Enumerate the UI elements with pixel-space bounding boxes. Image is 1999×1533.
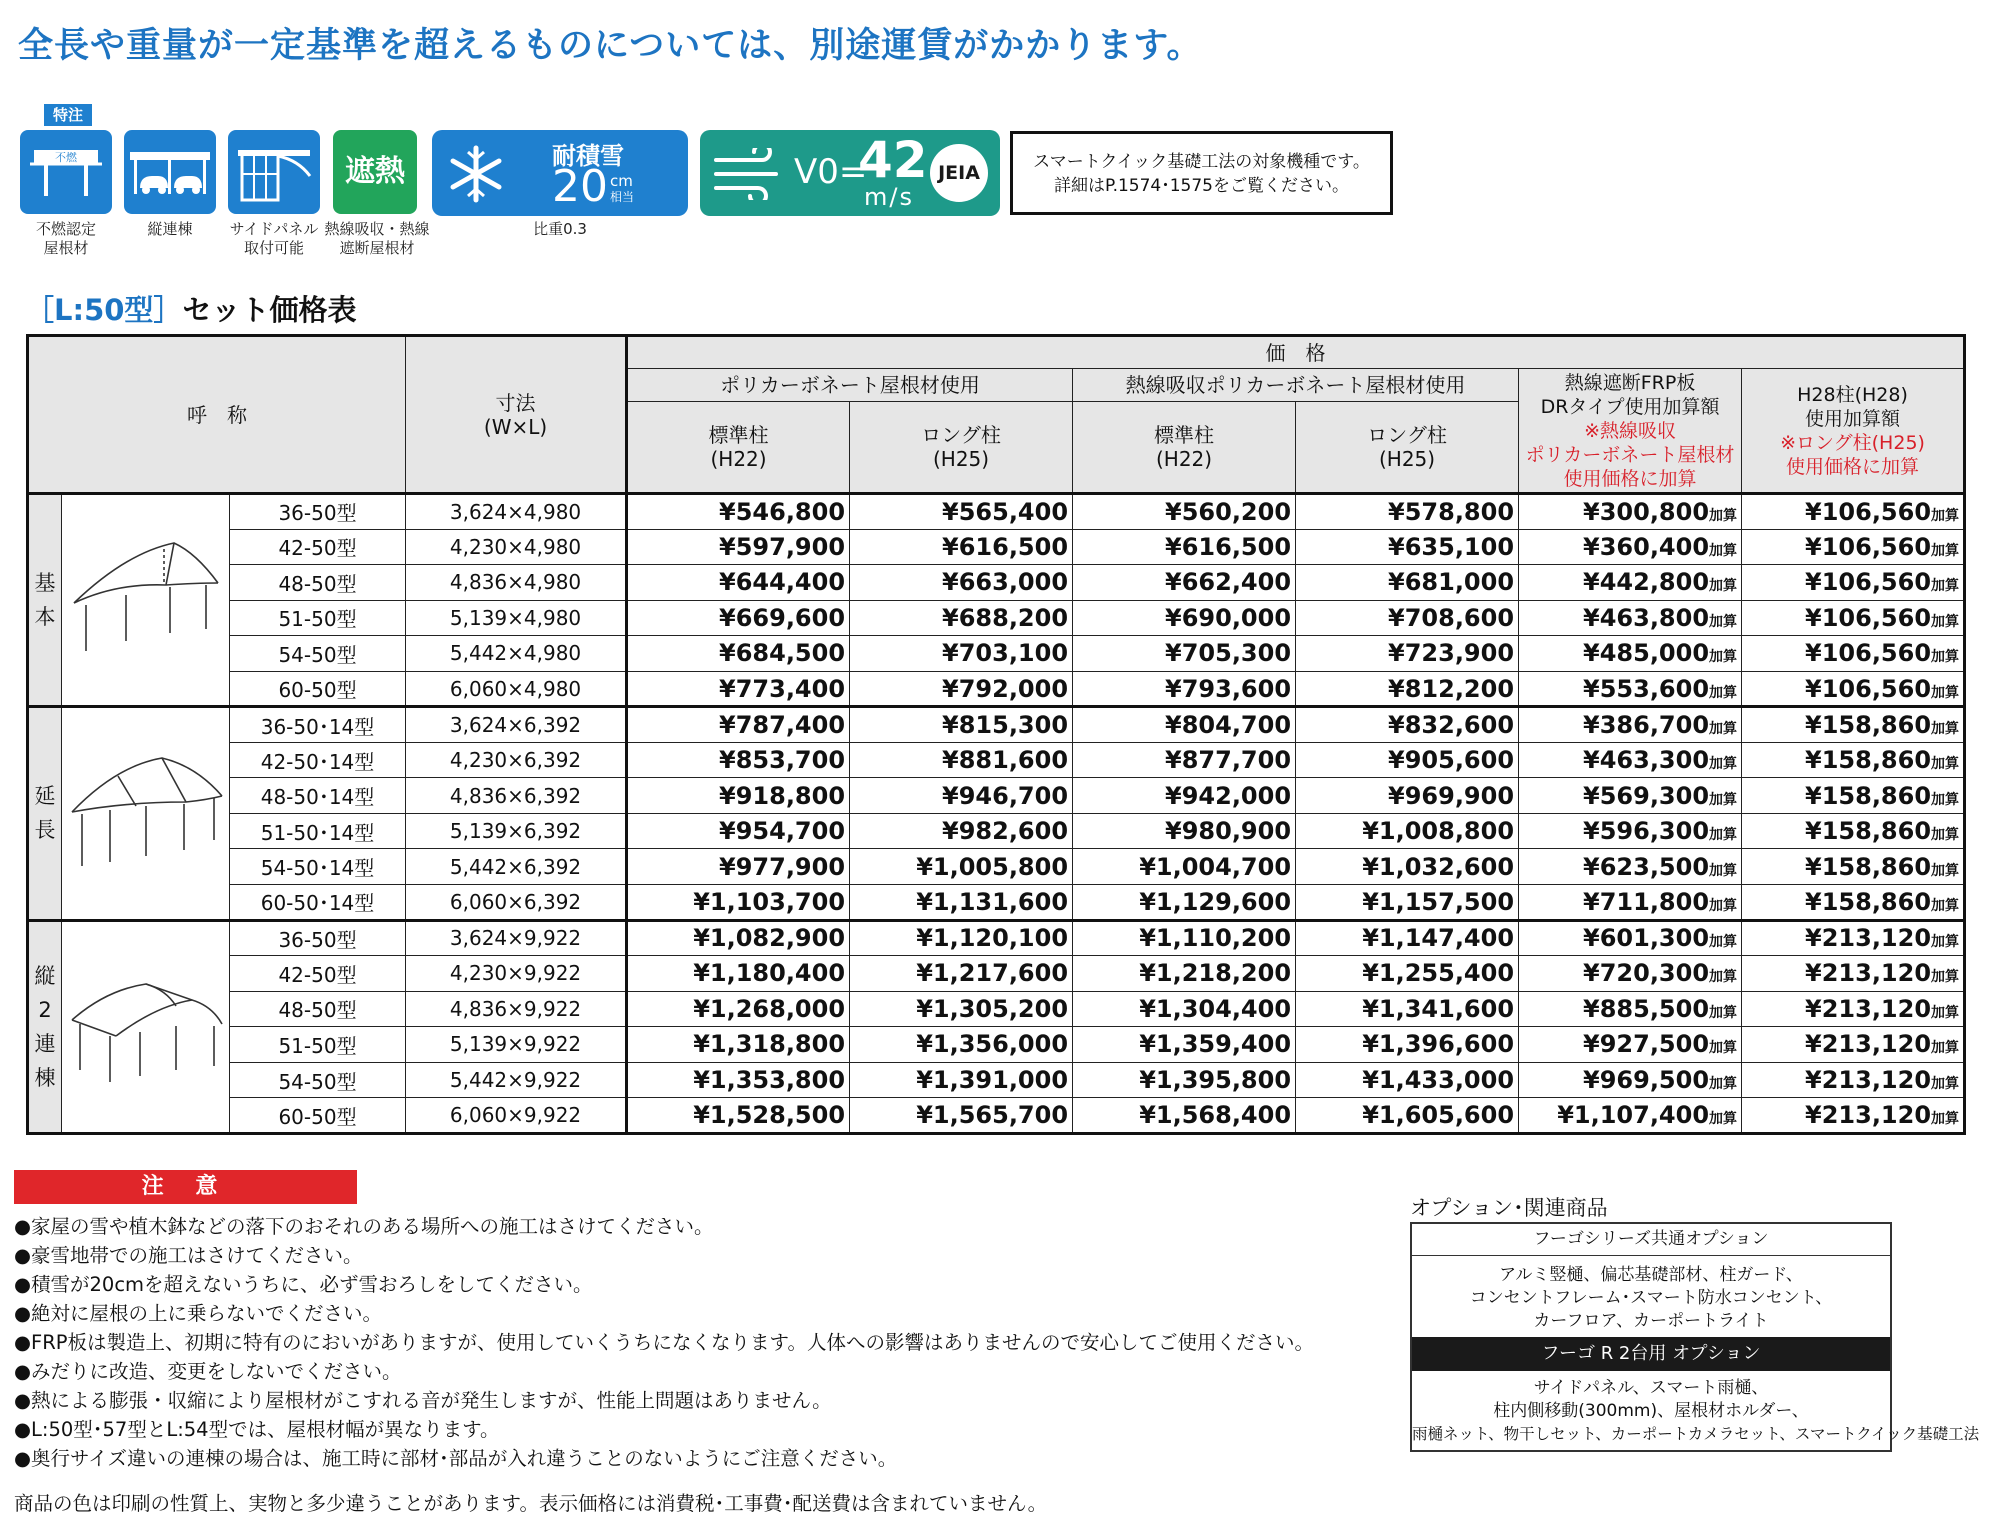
model-dimension: 4,230×4,980 bbox=[406, 529, 627, 565]
price-poly-long: ¥1,120,100 bbox=[850, 920, 1073, 956]
group-label-tandem: 縦 2 連 棟 bbox=[28, 920, 62, 1133]
price-heat-long: ¥1,433,000 bbox=[1296, 1062, 1519, 1098]
price-h28-addition: ¥158,860加算 bbox=[1742, 813, 1965, 849]
model-name: 60-50･14型 bbox=[230, 885, 406, 921]
model-name: 42-50型 bbox=[230, 956, 406, 992]
jeia-badge: JEIA bbox=[930, 144, 988, 202]
price-poly-long: ¥616,500 bbox=[850, 529, 1073, 565]
tokuchu-badge: 特注 bbox=[44, 104, 92, 126]
price-h28-addition: ¥158,860加算 bbox=[1742, 885, 1965, 921]
price-frp-addition: ¥386,700加算 bbox=[1519, 707, 1742, 743]
table-row bbox=[28, 1062, 1965, 1098]
model-dimension: 6,060×6,392 bbox=[406, 885, 627, 921]
table-row bbox=[28, 671, 1965, 707]
table-row bbox=[28, 991, 1965, 1027]
price-heat-standard: ¥1,218,200 bbox=[1073, 956, 1296, 992]
price-frp-addition: ¥485,000加算 bbox=[1519, 636, 1742, 672]
model-dimension: 4,230×9,922 bbox=[406, 956, 627, 992]
price-h28-addition: ¥106,560加算 bbox=[1742, 636, 1965, 672]
price-heat-long: ¥905,600 bbox=[1296, 742, 1519, 778]
price-heat-long: ¥1,157,500 bbox=[1296, 885, 1519, 921]
price-heat-standard: ¥1,004,700 bbox=[1073, 849, 1296, 885]
price-heat-long: ¥708,600 bbox=[1296, 600, 1519, 636]
extended-carport-illustration bbox=[62, 707, 230, 920]
price-frp-addition: ¥553,600加算 bbox=[1519, 671, 1742, 707]
price-frp-addition: ¥442,800加算 bbox=[1519, 565, 1742, 601]
model-name: 36-50･14型 bbox=[230, 707, 406, 743]
options-title: オプション･関連商品 bbox=[1410, 1196, 1608, 1220]
model-dimension: 4,836×6,392 bbox=[406, 778, 627, 814]
table-row bbox=[28, 849, 1965, 885]
wind-speed-unit: m/s bbox=[864, 183, 914, 211]
price-poly-standard: ¥773,400 bbox=[627, 671, 850, 707]
price-h28-addition: ¥158,860加算 bbox=[1742, 742, 1965, 778]
price-poly-standard: ¥644,400 bbox=[627, 565, 850, 601]
price-poly-long: ¥1,391,000 bbox=[850, 1062, 1073, 1098]
model-dimension: 5,139×6,392 bbox=[406, 813, 627, 849]
price-frp-addition: ¥463,300加算 bbox=[1519, 742, 1742, 778]
caution-item: ●絶対に屋根の上に乗らないでください。 bbox=[14, 1302, 383, 1325]
header-polycarbonate: ポリカーボネート屋根材使用 bbox=[627, 369, 1073, 402]
page-title: 全長や重量が一定基準を超えるものについては、別途運賃がかかります。 bbox=[18, 26, 1203, 66]
model-name: 42-50型 bbox=[230, 529, 406, 565]
caution-item: ●家屋の雪や植木鉢などの落下のおそれのある場所への施工はさけてください。 bbox=[14, 1215, 714, 1238]
model-dimension: 5,442×9,922 bbox=[406, 1062, 627, 1098]
price-frp-addition: ¥300,800加算 bbox=[1519, 494, 1742, 530]
price-poly-standard: ¥1,268,000 bbox=[627, 991, 850, 1027]
side-panel-icon bbox=[228, 130, 320, 214]
price-poly-long: ¥565,400 bbox=[850, 494, 1073, 530]
price-heat-standard: ¥1,395,800 bbox=[1073, 1062, 1296, 1098]
price-frp-addition: ¥569,300加算 bbox=[1519, 778, 1742, 814]
wind-v0-label: V0= bbox=[794, 152, 868, 192]
table-row bbox=[28, 707, 1965, 743]
price-table bbox=[26, 334, 1966, 1135]
price-frp-addition: ¥885,500加算 bbox=[1519, 991, 1742, 1027]
price-h28-addition: ¥106,560加算 bbox=[1742, 600, 1965, 636]
wind-lines-icon bbox=[712, 148, 788, 200]
header-h28-addition: H28柱(H28) 使用加算額 ※ロング柱(H25) 使用価格に加算 bbox=[1742, 369, 1965, 494]
price-heat-standard: ¥705,300 bbox=[1073, 636, 1296, 672]
price-poly-standard: ¥954,700 bbox=[627, 813, 850, 849]
price-heat-standard: ¥793,600 bbox=[1073, 671, 1296, 707]
price-poly-long: ¥881,600 bbox=[850, 742, 1073, 778]
model-dimension: 5,442×4,980 bbox=[406, 636, 627, 672]
smart-quick-note: スマートクイック基礎工法の対象機種です。 詳細はP.1574･1575をご覧ください。 bbox=[1010, 131, 1393, 215]
table-row bbox=[28, 742, 1965, 778]
table-row bbox=[28, 885, 1965, 921]
caution-item: ●L:50型･57型とL:54型では、屋根材幅が異なります。 bbox=[14, 1418, 500, 1441]
fire-resistant-roof-caption: 不燃認定 屋根材 bbox=[35, 220, 96, 257]
price-poly-standard: ¥1,528,500 bbox=[627, 1098, 850, 1134]
price-heat-long: ¥1,255,400 bbox=[1296, 956, 1519, 992]
price-heat-standard: ¥1,359,400 bbox=[1073, 1027, 1296, 1063]
price-h28-addition: ¥213,120加算 bbox=[1742, 920, 1965, 956]
price-frp-addition: ¥720,300加算 bbox=[1519, 956, 1742, 992]
price-poly-standard: ¥597,900 bbox=[627, 529, 850, 565]
common-options-list: アルミ竪樋、偏芯基礎部材、柱ガード、 コンセントフレーム･スマート防水コンセント、 カーフロア、カーポートライト bbox=[1469, 1265, 1833, 1331]
model-dimension: 3,624×9,922 bbox=[406, 920, 627, 956]
price-frp-addition: ¥360,400加算 bbox=[1519, 529, 1742, 565]
header-frp-addition: 熱線遮断FRP板 DRタイプ使用加算額 ※熱線吸収 ポリカーボネート屋根材 使用価格に加算 bbox=[1519, 369, 1742, 494]
price-heat-standard: ¥616,500 bbox=[1073, 529, 1296, 565]
price-heat-long: ¥812,200 bbox=[1296, 671, 1519, 707]
price-heat-standard: ¥1,129,600 bbox=[1073, 885, 1296, 921]
snow-load-icon bbox=[432, 130, 688, 216]
price-poly-long: ¥982,600 bbox=[850, 813, 1073, 849]
model-dimension: 5,139×4,980 bbox=[406, 600, 627, 636]
price-heat-long: ¥1,147,400 bbox=[1296, 920, 1519, 956]
heat-shield-caption: 熱線吸収・熱線 遮断屋根材 bbox=[324, 220, 430, 257]
price-poly-long: ¥792,000 bbox=[850, 671, 1073, 707]
price-poly-long: ¥663,000 bbox=[850, 565, 1073, 601]
price-poly-standard: ¥669,600 bbox=[627, 600, 850, 636]
caution-list bbox=[14, 1212, 1314, 1473]
price-poly-standard: ¥853,700 bbox=[627, 742, 850, 778]
tandem-building-caption: 縦連棟 bbox=[147, 220, 193, 238]
table-row bbox=[28, 956, 1965, 992]
section-title: ［L:50型］セット価格表 bbox=[25, 293, 357, 327]
group-label-basic: 基 本 bbox=[28, 494, 62, 707]
price-heat-standard: ¥690,000 bbox=[1073, 600, 1296, 636]
header-poly-standard: 標準柱 (H22) bbox=[627, 402, 850, 494]
model-dimension: 3,624×6,392 bbox=[406, 707, 627, 743]
wind-speed-value: 42 bbox=[858, 131, 928, 189]
price-frp-addition: ¥1,107,400加算 bbox=[1519, 1098, 1742, 1134]
price-heat-standard: ¥1,110,200 bbox=[1073, 920, 1296, 956]
model-name: 42-50･14型 bbox=[230, 742, 406, 778]
table-row bbox=[28, 778, 1965, 814]
price-heat-standard: ¥804,700 bbox=[1073, 707, 1296, 743]
price-heat-standard: ¥980,900 bbox=[1073, 813, 1296, 849]
model-name: 54-50型 bbox=[230, 636, 406, 672]
model-name: 48-50型 bbox=[230, 991, 406, 1027]
price-poly-standard: ¥1,180,400 bbox=[627, 956, 850, 992]
header-name: 呼 称 bbox=[28, 336, 406, 494]
price-poly-standard: ¥1,103,700 bbox=[627, 885, 850, 921]
model-name: 48-50･14型 bbox=[230, 778, 406, 814]
price-poly-standard: ¥1,082,900 bbox=[627, 920, 850, 956]
caution-item: ●積雪が20cmを超えないうちに、必ず雪おろしをしてください。 bbox=[14, 1273, 593, 1296]
model-name: 60-50型 bbox=[230, 1098, 406, 1134]
price-frp-addition: ¥463,800加算 bbox=[1519, 600, 1742, 636]
model-dimension: 5,139×9,922 bbox=[406, 1027, 627, 1063]
table-row bbox=[28, 529, 1965, 565]
model-dimension: 6,060×4,980 bbox=[406, 671, 627, 707]
price-poly-long: ¥688,200 bbox=[850, 600, 1073, 636]
table-row bbox=[28, 494, 1965, 530]
fire-resistant-roof-icon bbox=[20, 130, 112, 214]
tandem-carport-illustration bbox=[62, 920, 230, 1133]
price-poly-long: ¥1,305,200 bbox=[850, 991, 1073, 1027]
model-dimension: 4,230×6,392 bbox=[406, 742, 627, 778]
basic-carport-illustration bbox=[62, 494, 230, 707]
price-heat-standard: ¥1,304,400 bbox=[1073, 991, 1296, 1027]
snow-unit-cm: cm bbox=[610, 172, 633, 190]
common-options-header: フーゴシリーズ共通オプション bbox=[1412, 1224, 1890, 1256]
options-box bbox=[1410, 1222, 1980, 1452]
price-h28-addition: ¥106,560加算 bbox=[1742, 565, 1965, 601]
table-row bbox=[28, 565, 1965, 601]
model-dimension: 3,624×4,980 bbox=[406, 494, 627, 530]
price-h28-addition: ¥213,120加算 bbox=[1742, 991, 1965, 1027]
price-frp-addition: ¥927,500加算 bbox=[1519, 1027, 1742, 1063]
price-poly-standard: ¥546,800 bbox=[627, 494, 850, 530]
model-dimension: 5,442×6,392 bbox=[406, 849, 627, 885]
price-poly-long: ¥1,356,000 bbox=[850, 1027, 1073, 1063]
price-heat-standard: ¥877,700 bbox=[1073, 742, 1296, 778]
price-h28-addition: ¥106,560加算 bbox=[1742, 494, 1965, 530]
price-heat-long: ¥1,341,600 bbox=[1296, 991, 1519, 1027]
price-poly-standard: ¥977,900 bbox=[627, 849, 850, 885]
model-name: 48-50型 bbox=[230, 565, 406, 601]
table-row bbox=[28, 1027, 1965, 1063]
caution-item: ●FRP板は製造上、初期に特有のにおいがありますが、使用していくうちになくなります。人体への影響はありませんので安心してご使用ください。 bbox=[14, 1331, 1314, 1354]
price-poly-long: ¥815,300 bbox=[850, 707, 1073, 743]
table-row bbox=[28, 1098, 1965, 1134]
header-heat-standard: 標準柱 (H22) bbox=[1073, 402, 1296, 494]
price-poly-standard: ¥918,800 bbox=[627, 778, 850, 814]
header-heat-long: ロング柱 (H25) bbox=[1296, 402, 1519, 494]
price-poly-long: ¥1,005,800 bbox=[850, 849, 1073, 885]
header-heat-absorbing: 熱線吸収ポリカーボネート屋根材使用 bbox=[1073, 369, 1519, 402]
model-dimension: 6,060×9,922 bbox=[406, 1098, 627, 1134]
price-h28-addition: ¥213,120加算 bbox=[1742, 1098, 1965, 1134]
price-heat-long: ¥681,000 bbox=[1296, 565, 1519, 601]
caution-item: ●奥行サイズ違いの連棟の場合は、施工時に部材･部品が入れ違うことのないようにご注意ください。 bbox=[14, 1447, 898, 1470]
price-h28-addition: ¥213,120加算 bbox=[1742, 956, 1965, 992]
price-h28-addition: ¥213,120加算 bbox=[1742, 1062, 1965, 1098]
header-poly-long: ロング柱 (H25) bbox=[850, 402, 1073, 494]
snow-unit-equivalent: 相当 bbox=[610, 190, 635, 204]
price-poly-standard: ¥787,400 bbox=[627, 707, 850, 743]
header-dimension: 寸法 (W×L) bbox=[406, 336, 627, 494]
snowflake-icon bbox=[446, 144, 506, 204]
side-panel-caption: サイドパネル 取付可能 bbox=[229, 220, 319, 257]
tandem-building-icon bbox=[124, 130, 216, 214]
model-name: 60-50型 bbox=[230, 671, 406, 707]
price-poly-long: ¥1,565,700 bbox=[850, 1098, 1073, 1134]
price-heat-long: ¥1,032,600 bbox=[1296, 849, 1519, 885]
price-frp-addition: ¥601,300加算 bbox=[1519, 920, 1742, 956]
price-h28-addition: ¥158,860加算 bbox=[1742, 778, 1965, 814]
group-label-extended: 延 長 bbox=[28, 707, 62, 920]
header-price: 価 格 bbox=[627, 336, 1965, 369]
price-heat-standard: ¥1,568,400 bbox=[1073, 1098, 1296, 1134]
price-heat-long: ¥1,008,800 bbox=[1296, 813, 1519, 849]
model-name: 54-50･14型 bbox=[230, 849, 406, 885]
price-heat-long: ¥1,396,600 bbox=[1296, 1027, 1519, 1063]
price-heat-long: ¥635,100 bbox=[1296, 529, 1519, 565]
table-row bbox=[28, 636, 1965, 672]
model-name: 36-50型 bbox=[230, 494, 406, 530]
table-row bbox=[28, 600, 1965, 636]
price-heat-long: ¥1,605,600 bbox=[1296, 1098, 1519, 1134]
price-poly-long: ¥1,131,600 bbox=[850, 885, 1073, 921]
table-row bbox=[28, 920, 1965, 956]
price-heat-long: ¥578,800 bbox=[1296, 494, 1519, 530]
heat-shield-icon: 遮熱 bbox=[333, 130, 417, 214]
price-frp-addition: ¥969,500加算 bbox=[1519, 1062, 1742, 1098]
wind-icon bbox=[700, 130, 1000, 216]
snow-load-value: 20 bbox=[552, 161, 608, 212]
fugo-r2-options-list: サイドパネル、スマート雨樋、 柱内側移動(300mm)、屋根材ホルダー、 雨樋ネット、物干しセット、カーポートカメラセット、スマートクイック基礎工法 bbox=[1412, 1378, 1980, 1443]
model-dimension: 4,836×9,922 bbox=[406, 991, 627, 1027]
fugo-r2-options-header: フーゴ R 2台用 オプション bbox=[1412, 1337, 1890, 1371]
footer-note: 商品の色は印刷の性質上、実物と多少違うことがあります。表示価格には消費税･工事費･配送費は含まれていません。 bbox=[14, 1492, 1048, 1515]
model-name: 51-50型 bbox=[230, 1027, 406, 1063]
model-name: 51-50型 bbox=[230, 600, 406, 636]
model-name: 54-50型 bbox=[230, 1062, 406, 1098]
price-heat-standard: ¥942,000 bbox=[1073, 778, 1296, 814]
table-row bbox=[28, 813, 1965, 849]
price-poly-standard: ¥1,353,800 bbox=[627, 1062, 850, 1098]
price-heat-long: ¥723,900 bbox=[1296, 636, 1519, 672]
price-frp-addition: ¥711,800加算 bbox=[1519, 885, 1742, 921]
model-name: 51-50･14型 bbox=[230, 813, 406, 849]
caution-header: 注 意 bbox=[14, 1170, 357, 1204]
caution-item: ●熱による膨張・収縮により屋根材がこすれる音が発生しますが、性能上問題はありません。 bbox=[14, 1389, 832, 1412]
price-poly-long: ¥946,700 bbox=[850, 778, 1073, 814]
model-name: 36-50型 bbox=[230, 920, 406, 956]
price-poly-long: ¥703,100 bbox=[850, 636, 1073, 672]
snow-load-caption: 比重0.3 bbox=[533, 220, 587, 238]
price-h28-addition: ¥158,860加算 bbox=[1742, 849, 1965, 885]
price-h28-addition: ¥106,560加算 bbox=[1742, 671, 1965, 707]
model-dimension: 4,836×4,980 bbox=[406, 565, 627, 601]
price-poly-standard: ¥684,500 bbox=[627, 636, 850, 672]
price-h28-addition: ¥106,560加算 bbox=[1742, 529, 1965, 565]
price-poly-long: ¥1,217,600 bbox=[850, 956, 1073, 992]
price-frp-addition: ¥623,500加算 bbox=[1519, 849, 1742, 885]
caution-item: ●みだりに改造、変更をしないでください。 bbox=[14, 1360, 402, 1383]
price-heat-long: ¥969,900 bbox=[1296, 778, 1519, 814]
price-heat-long: ¥832,600 bbox=[1296, 707, 1519, 743]
price-h28-addition: ¥158,860加算 bbox=[1742, 707, 1965, 743]
snow-load-label: 耐積雪 bbox=[552, 142, 624, 170]
price-h28-addition: ¥213,120加算 bbox=[1742, 1027, 1965, 1063]
price-heat-standard: ¥560,200 bbox=[1073, 494, 1296, 530]
price-poly-standard: ¥1,318,800 bbox=[627, 1027, 850, 1063]
svg-text:不燃: 不燃 bbox=[55, 151, 77, 164]
price-frp-addition: ¥596,300加算 bbox=[1519, 813, 1742, 849]
caution-item: ●豪雪地帯での施工はさけてください。 bbox=[14, 1244, 363, 1267]
price-heat-standard: ¥662,400 bbox=[1073, 565, 1296, 601]
